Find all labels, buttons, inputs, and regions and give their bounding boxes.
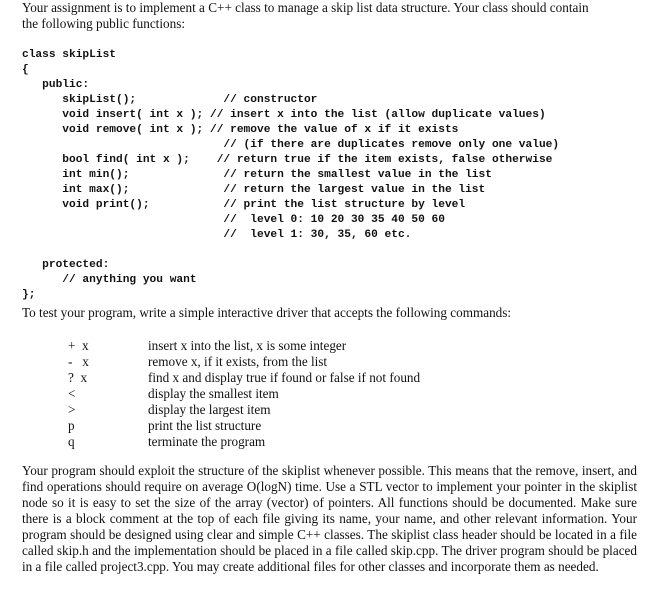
code-line: [22, 243, 559, 258]
code-line: // anything you want: [22, 274, 197, 286]
code-line: void insert( int x ); // insert x into the list (allow duplicate values): [22, 109, 546, 121]
code-line: class skipList: [22, 49, 116, 61]
code-line: protected:: [22, 259, 110, 271]
code-line: // level 0: 10 20 30 35 40 50 60: [22, 214, 445, 226]
command-description: print the list structure: [148, 418, 262, 433]
command-description: remove x, if it exists, from the list: [148, 354, 328, 369]
command-key: - x: [68, 354, 89, 369]
code-line: int max(); // return the largest value in the list: [22, 184, 486, 196]
code-line: void print(); // print the list structure by level: [22, 199, 466, 211]
requirements-text: Your program should exploit the structure of the skiplist whenever possible. This means that the remove, insert, and find operations should require on average O(logN) time. Use a STL vector to implement your pointer in the skiplist node so it is easy to set the size of the array (vector) of pointers. All functions should be documented. Make sure there is a block comment at the top of each file giving its name, your name, and other relevant information. Your program should be designed using clear and simple C++ classes. The skiplist class header should be located in a file called skip.h and the implementation should be placed in a file called skip.cpp. The driver program should be placed in a file called project3.cpp. You may create additional files for other classes and incorporate them as needed.: [22, 463, 637, 574]
command-key: p: [68, 418, 75, 433]
command-description: insert x into the list, x is some integer: [148, 338, 347, 353]
command-description: find x and display true if found or false if not found: [148, 370, 421, 385]
command-key: q: [68, 434, 75, 449]
assignment-intro: [22, 0, 642, 32]
command-description: display the largest item: [148, 402, 271, 417]
test-intro: To test your program, write a simple interactive driver that accepts the following commands:: [22, 305, 512, 320]
command-description: display the smallest item: [148, 386, 279, 401]
code-line: void remove( int x ); // remove the value of x if it exists: [22, 124, 459, 136]
code-line: {: [22, 64, 29, 76]
code-line: // (if there are duplicates remove only one value): [22, 139, 560, 151]
command-description: terminate the program: [148, 434, 266, 449]
code-line: };: [22, 289, 36, 301]
command-key: ? x: [68, 370, 88, 385]
code-line: bool find( int x ); // return true if the item exists, false otherwise: [22, 154, 553, 166]
command-key: >: [68, 402, 76, 417]
code-line: public:: [22, 79, 90, 91]
command-key: <: [68, 386, 76, 401]
code-line: int min(); // return the smallest value in the list: [22, 169, 492, 181]
code-line: skipList(); // constructor: [22, 94, 318, 106]
intro-line-1: Your assignment is to implement a C++ class to manage a skip list data structure. Your class should contain: [22, 0, 589, 15]
class-declaration-code: [22, 48, 559, 303]
command-key: + x: [68, 338, 89, 353]
intro-line-2: the following public functions:: [22, 16, 185, 31]
requirements-paragraph: [22, 463, 637, 575]
code-line: // level 1: 30, 35, 60 etc.: [22, 229, 412, 241]
